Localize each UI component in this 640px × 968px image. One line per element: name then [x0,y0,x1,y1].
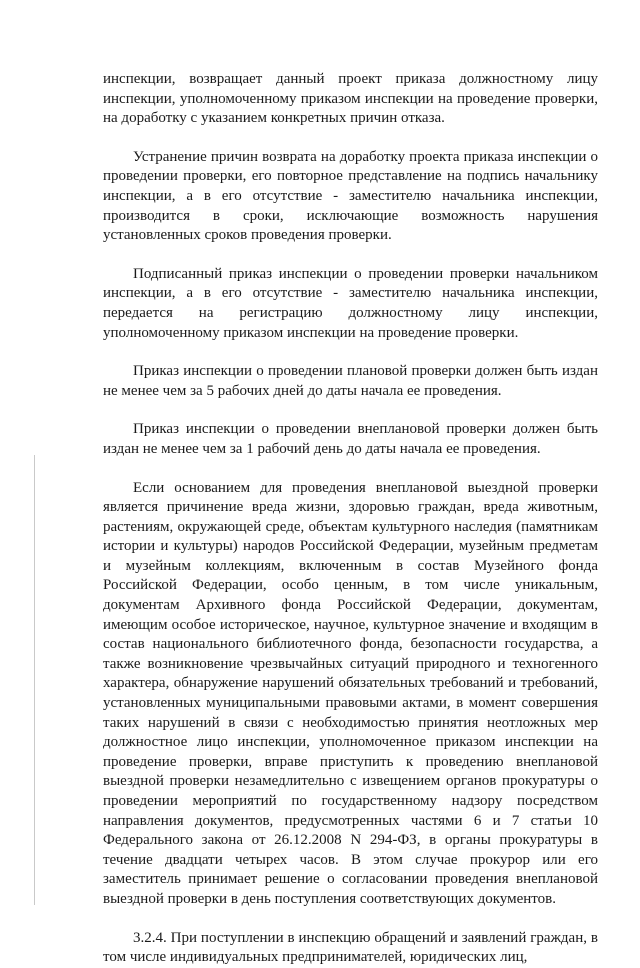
paragraph-eliminating-reasons: Устранение причин возврата на доработку проекта приказа инспекции о проведении проверки, его повторное представление на подпись начальнику инспекции, а в его отсутствие - заместителю начальника инспекции, производится в сроки, исключающие возможность нарушения установленных сроков проведения проверки. [103,148,598,244]
paragraph-signed-order: Подписанный приказ инспекции о проведении проверки начальником инспекции, а в его отсутствие - заместителю начальника инспекции, передается на регистрацию должностному лицу инспекции, уполномоченному приказом инспекции на проведение проверки. [103,265,598,341]
paragraph-unplanned-inspection-order: Приказ инспекции о проведении внеплановой проверки должен быть издан не менее чем за 1 рабочий день до даты начала ее проведения. [103,421,598,457]
document-body [103,70,598,968]
paragraph-return-for-revision: инспекции, возвращает данный проект приказа должностному лицу инспекции, уполномоченному приказом инспекции на проведение проверки, на доработку с указанием конкретных причин отказа. [103,71,598,127]
paragraph-section-3-2-4: 3.2.4. При поступлении в инспекцию обращений и заявлений граждан, в том числе индивидуальных предпринимателей, юридических лиц, [103,929,598,966]
left-margin-line [34,455,35,905]
paragraph-planned-inspection-order: Приказ инспекции о проведении плановой проверки должен быть издан не менее чем за 5 рабочих дней до даты начала ее проведения. [103,363,598,399]
paragraph-unplanned-onsite-grounds: Если основанием для проведения внеплановой выездной проверки является причинение вреда жизни, здоровью граждан, вреда животным, растениям, окружающей среде, объектам культурного наследия (памятникам истории и культуры) народов Российской Федерации, музейным предметам и музейным коллекциям, включенным в состав Музейного фонда Российской Федерации, особо ценным, в том числе уникальным, документам Архивного фонда Российской Федерации, документам, имеющим особое историческое, научное, культурное значение и входящим в состав национального библиотечного фонда, безопасности государства, а также возникновение чрезвычайных ситуаций природного и техногенного характера, обнаружение нарушений обязательных требований и требований, установленных муниципальными правовыми актами, в момент совершения таких нарушений в связи с необходимостью принятия неотложных мер должностное лицо инспекции, уполномоченное приказом инспекции на проведение проверки, вправе приступить к проведению внеплановой выездной проверки незамедлительно с извещением органов прокуратуры о проведении мероприятий по государственному надзору посредством направления документов, предусмотренных частями 6 и 7 статьи 10 Федерального закона от 26.12.2008 N 294-ФЗ, в органы прокуратуры в течение двадцати четырех часов. В этом случае прокурор или его заместитель принимает решение о согласовании проведения внеплановой выездной проверки в день поступления соответствующих документов. [103,479,598,907]
